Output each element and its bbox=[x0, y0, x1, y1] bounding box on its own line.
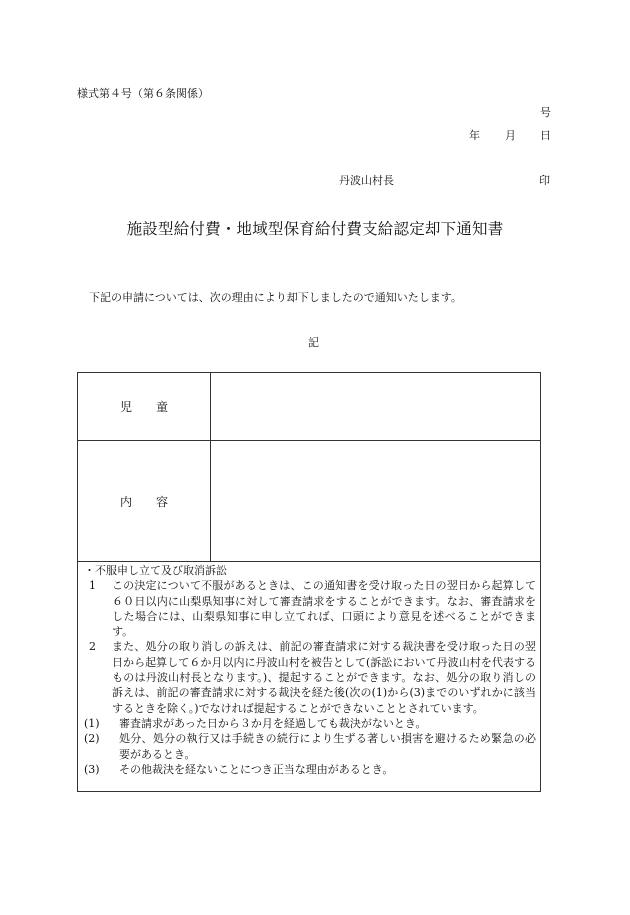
notice-subitem-number: (3) bbox=[84, 762, 100, 776]
notice-item-text: また、処分の取り消しの訴えは、前記の審査請求に対する裁決書を受け取った日の翌日から起算して６か月以内に丹波山村を被告として(訴訟において丹波山村を代表するものは丹波山村長となります。)、提起することができます。なお、処分の取り消しの訴えは、前記の審査請求に対する裁決を経た後(次の(1)から(3)までのいずれかに該当するときを除く。)でなければ提起することができないこととされています。 bbox=[112, 640, 536, 715]
form-number: 様式第４号（第６条関係） bbox=[77, 87, 209, 100]
notice-item bbox=[84, 578, 536, 639]
form-table bbox=[77, 372, 541, 792]
date-day: 日 bbox=[540, 129, 551, 142]
seal-mark: 印 bbox=[539, 174, 550, 187]
notice-subitem-text: 処分、処分の執行又は手続きの続行により生ずる著しい損害を避けるため緊急の必要があるとき。 bbox=[119, 732, 536, 761]
number-label: 号 bbox=[540, 106, 551, 119]
child-value-cell[interactable] bbox=[211, 373, 541, 441]
page-title: 施設型給付費・地域型保育給付費支給認定却下通知書 bbox=[126, 220, 504, 238]
notice-subitem-text: その他裁決を経ないことにつき正当な理由があるとき。 bbox=[119, 762, 394, 776]
notice-item-text: この決定について不服があるときは、この通知書を受け取った日の翌日から起算して６０日以内に山梨県知事に対して審査請求をすることができます。なお、審査請求をした場合には、山梨県知事に申し立てれば、口頭により意見を述べることができます。 bbox=[112, 579, 536, 639]
notice-subitem bbox=[84, 716, 536, 731]
notice-subitem bbox=[84, 762, 536, 777]
content-label-a: 内 bbox=[119, 494, 132, 509]
child-label-a: 児 bbox=[119, 400, 132, 414]
notice-subitem-number: (1) bbox=[84, 716, 100, 730]
date-month: 月 bbox=[505, 129, 516, 142]
notice-item bbox=[84, 639, 536, 715]
child-label-cell bbox=[78, 373, 211, 441]
intro-text: 下記の申請については、次の理由により却下しましたので通知いたします。 bbox=[89, 291, 462, 304]
appeal-notice bbox=[78, 562, 541, 792]
notice-item-number: 1 bbox=[89, 579, 96, 593]
date-year: 年 bbox=[469, 129, 480, 142]
content-label-b: 容 bbox=[156, 494, 169, 509]
issuer-name: 丹波山村長 bbox=[339, 174, 394, 187]
ki-label: 記 bbox=[308, 336, 319, 349]
child-label-b: 童 bbox=[156, 400, 169, 414]
notice-subitem-number: (2) bbox=[84, 732, 100, 746]
content-value-cell[interactable] bbox=[211, 441, 541, 562]
notice-subitem bbox=[84, 731, 536, 762]
notice-heading: ・不服申し立て及び取消訴訟 bbox=[84, 564, 227, 577]
notice-item-number: 2 bbox=[89, 640, 96, 654]
notice-subitem-text: 審査請求があった日から３か月を経過しても裁決がないとき。 bbox=[119, 716, 427, 730]
content-label-cell bbox=[78, 441, 211, 562]
